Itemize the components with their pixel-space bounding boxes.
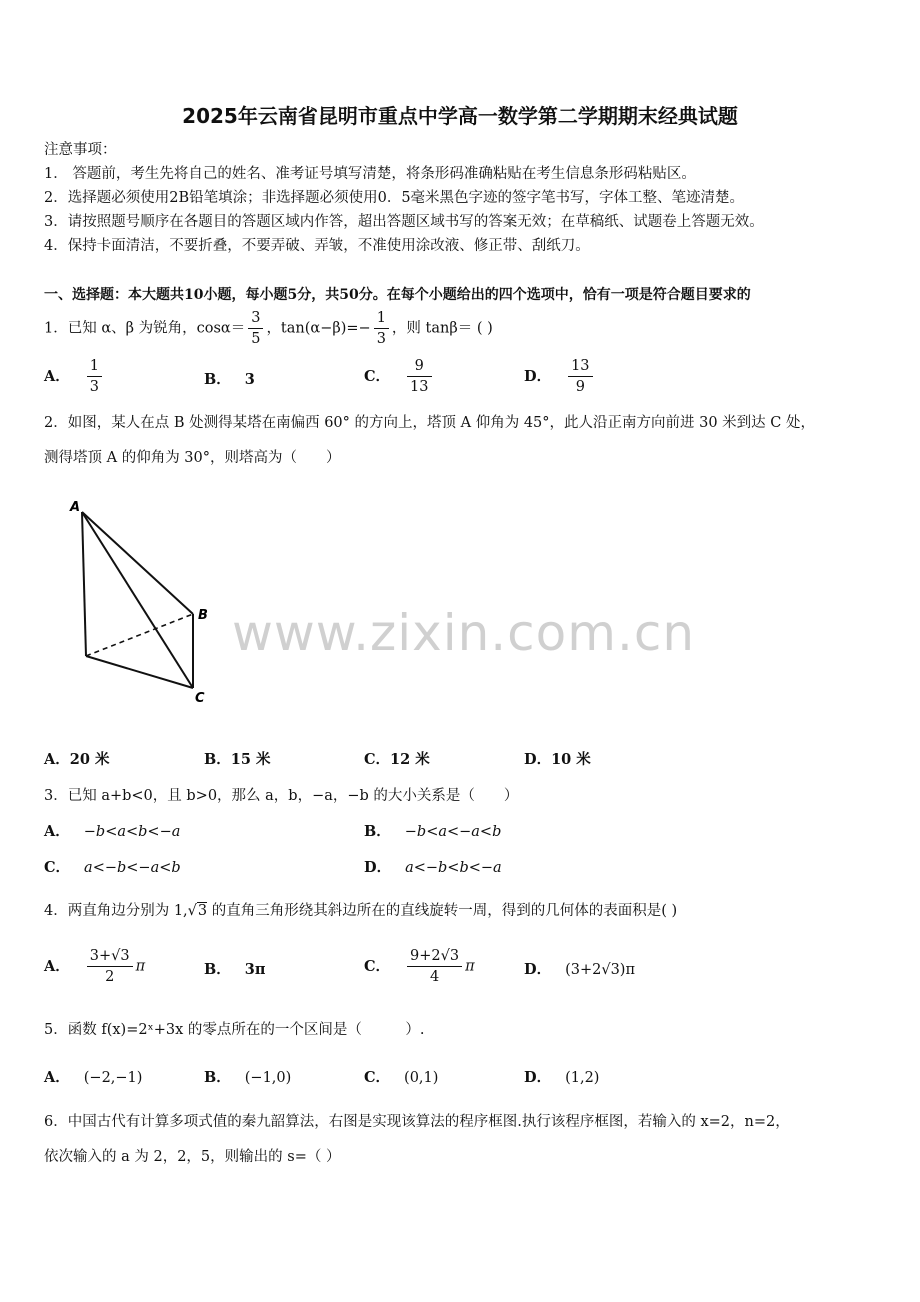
label-a: A [70,500,81,515]
q2-option-d: D．10 米 [524,751,591,768]
q1-option-a: A． $\frac{1}{3}$ [44,356,105,397]
q3-option-c: C． a<−b<−a<b [44,859,181,876]
notice-item: 1． 答题前，考生先将自己的姓名、准考证号填写清楚，将条形码准确粘贴在考生信息条形码粘贴区。 [44,166,696,182]
notice-item: 3．请按照题号顺序在各题目的答题区域内作答，超出答题区域书写的答案无效；在草稿纸、试题卷上答题无效。 [44,214,764,230]
question-6-line1: 6．中国古代有计算多项式值的秦九韶算法，右图是实现该算法的程序框图.执行该程序框图，若输入的 x=2，n=2， [44,1114,790,1130]
notice-item: 4．保持卡面清洁，不要折叠，不要弄破、弄皱，不准使用涂改液、修正带、刮纸刀。 [44,238,590,254]
watermark: www.zixin.com.cn [232,604,696,662]
q5-option-d: D． (1,2) [524,1069,600,1086]
label-b: B [198,608,208,623]
q5-option-c: C． (0,1) [364,1069,439,1086]
edge-base-b-hidden [86,614,193,656]
question-1 [44,308,493,349]
question-4: 4．两直角边分别为 1,√3 的直角三角形绕其斜边所在的直线旋转一周，得到的几何体的表面积是( ) [44,903,678,919]
q1-suffix: ，则 tanβ＝ ( ) [391,320,493,337]
question-2-line1: 2．如图，某人在点 B 处测得某塔在南偏西 60° 的方向上，塔顶 A 仰角为 45°，此人沿正南方向前进 30 米到达 C 处， [44,415,815,431]
q1-option-b: B． 3 [204,371,255,388]
label-c: C [195,691,205,706]
fraction: $\frac{1}{3}$ [374,308,389,349]
q1-prefix: 1．已知 α、β 为锐角，cosα＝ [44,320,246,337]
fraction: $\frac{3}{5}$ [248,308,263,349]
q2-option-a: A．20 米 [44,751,110,768]
pyramid-figure [60,495,220,710]
question-6-line2: 依次输入的 a 为 2，2，5，则输出的 s=（ ） [44,1149,341,1165]
q2-option-b: B．15 米 [204,751,271,768]
q5-option-a: A． (−2,−1) [44,1069,143,1086]
q3-option-a: A． −b<a<b<−a [44,823,181,840]
q5-option-b: B． (−1,0) [204,1069,292,1086]
section-heading: 一、选择题：本大题共10小题，每小题5分，共50分。在每个小题给出的四个选项中，恰有一项是符合题目要求的 [44,287,751,303]
question-2-line2: 测得塔顶 A 的仰角为 30°，则塔高为（ ） [44,450,341,466]
q4-option-d: D． (3+2√3)π [524,961,635,978]
q2-option-c: C．12 米 [364,751,430,768]
q4-option-b: B． 3π [204,961,266,978]
q3-option-d: D． a<−b<b<−a [364,859,502,876]
notice-heading: 注意事项： [44,142,117,158]
notice-item: 2．选择题必须使用2B铅笔填涂；非选择题必须使用0．5毫米黑色字迹的签字笔书写，字体工整、笔迹清楚。 [44,190,745,206]
question-5: 5．函数 f(x)=2ˣ+3x 的零点所在的一个区间是（ ）. [44,1022,425,1038]
q1-mid: ，tan(α−β)=− [266,320,371,337]
q3-option-b: B． −b<a<−a<b [364,823,502,840]
page-title: 2025年云南省昆明市重点中学高一数学第二学期期末经典试题 [182,104,738,128]
q1-option-d: D． $\frac{13}{9}$ [524,356,596,397]
question-3: 3．已知 a+b<0，且 b>0，那么 a，b，−a，−b 的大小关系是（ ） [44,788,519,804]
q1-option-c: C． $\frac{9}{13}$ [364,356,435,397]
q4-option-c: C． $\frac{9+2√3}{4}$ π [364,948,475,985]
q4-option-a: A． $\frac{3+√3}{2}$ π [44,948,146,985]
edge-a-base [82,512,86,656]
